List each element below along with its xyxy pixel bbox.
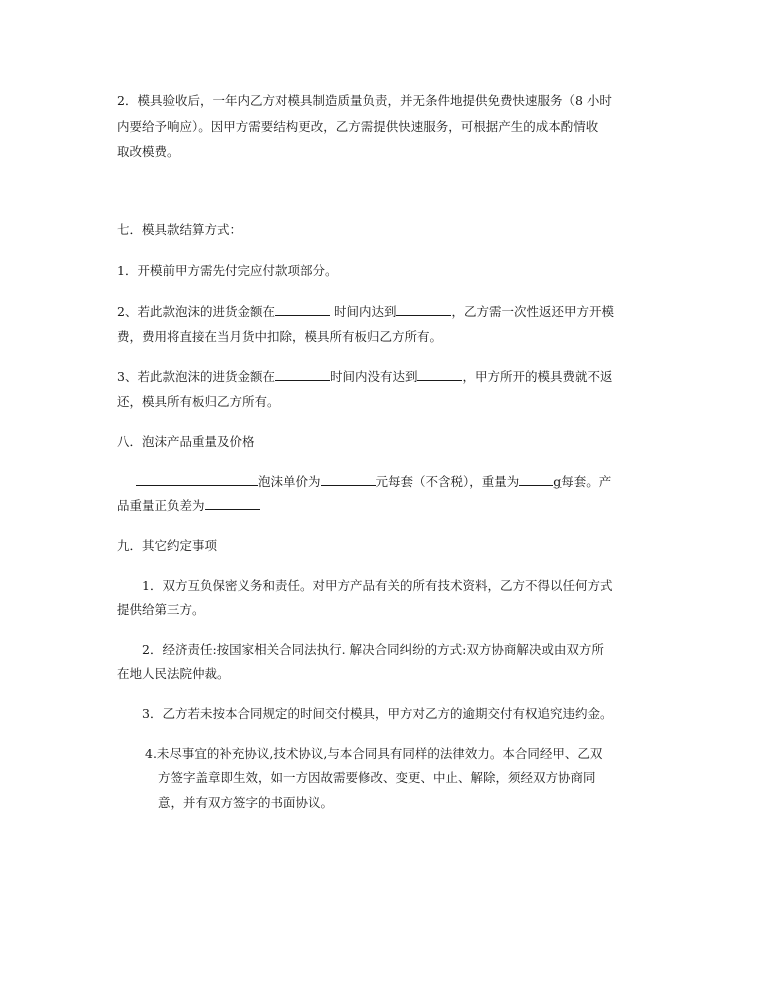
unit-price-blank[interactable] [321, 473, 376, 486]
section-9-heading: 九．其它约定事项 [117, 538, 218, 553]
time-blank[interactable] [396, 303, 451, 316]
section-8-price-line-2 [117, 497, 260, 515]
section-9-item-2-line-2: 在地人民法院仲裁。 [117, 666, 230, 681]
section-9-item-3-line-1: 3．乙方若未按本合同规定的时间交付模具，甲方对乙方的逾期交付有权追究违约金。 [142, 706, 613, 721]
tolerance-blank[interactable] [205, 497, 260, 510]
section-7-heading: 七．模具款结算方式： [117, 222, 243, 237]
price-text-b: 元每套（不含税），重量为 [375, 474, 520, 489]
time-blank[interactable] [417, 368, 462, 381]
section-7-item-1: 1．开模前甲方需先付完应付款项部分。 [117, 263, 338, 278]
product-name-blank[interactable] [136, 473, 258, 486]
section-7-item-2-line-2: 费，费用将直接在当月货中扣除，模具所有板归乙方所有。 [117, 329, 443, 344]
tolerance-text: 品重量正负差为 [117, 498, 205, 513]
weight-blank[interactable] [519, 473, 553, 486]
acceptance-clause-line-1: 2．模具验收后，一年内乙方对模具制造质量负责，并无条件地提供免费快速服务（8 小时 [117, 93, 612, 108]
section-7-item-2-line-1 [117, 303, 614, 321]
amount-blank[interactable] [275, 303, 330, 316]
item-3-text-a: 3、若此款泡沫的进货金额在 [117, 369, 275, 384]
item-2-text-b: 时间内达到 [329, 304, 397, 319]
item-3-text-c: ，甲方所开的模具费就不返 [462, 369, 613, 384]
acceptance-clause-line-3: 取改模费。 [117, 144, 180, 159]
section-9-item-4-line-3: 意，并有双方签字的书面协议。 [158, 795, 334, 810]
section-9-item-1-line-2: 提供给第三方。 [117, 602, 205, 617]
section-8-heading: 八．泡沫产品重量及价格 [117, 434, 255, 449]
section-7-item-3-line-1 [117, 368, 613, 386]
section-9-item-4-line-2: 方签字盖章即生效，如一方因故需要修改、变更、中止、解除，须经双方协商同 [158, 770, 596, 785]
section-7-item-3-line-2: 还，模具所有板归乙方所有。 [117, 394, 280, 409]
section-9-item-1-line-1: 1．双方互负保密义务和责任。对甲方产品有关的所有技术资料，乙方不得以任何方式 [142, 578, 613, 593]
amount-blank[interactable] [275, 368, 330, 381]
section-9-item-4-line-1: 4.未尽事宜的补充协议,技术协议,与本合同具有同样的法律效力。本合同经甲、乙双 [145, 746, 603, 761]
weight-unit: g [553, 474, 562, 489]
item-2-text-c: ，乙方需一次性返还甲方开模 [451, 304, 614, 319]
price-text-a: 泡沫单价为 [258, 474, 321, 489]
item-3-text-b: 时间内没有达到 [329, 369, 418, 384]
section-9-item-2-line-1: 2．经济责任:按国家相关合同法执行. 解决合同纠纷的方式:双方协商解决或由双方所 [142, 642, 604, 657]
section-8-price-line-1 [136, 473, 611, 491]
price-text-d: 每套。产 [561, 474, 612, 489]
acceptance-clause-line-2: 内要给予响应）。因甲方需要结构更改，乙方需提供快速服务，可根据产生的成本酌情收 [117, 119, 599, 134]
item-2-text-a: 2、若此款泡沫的进货金额在 [117, 304, 275, 319]
